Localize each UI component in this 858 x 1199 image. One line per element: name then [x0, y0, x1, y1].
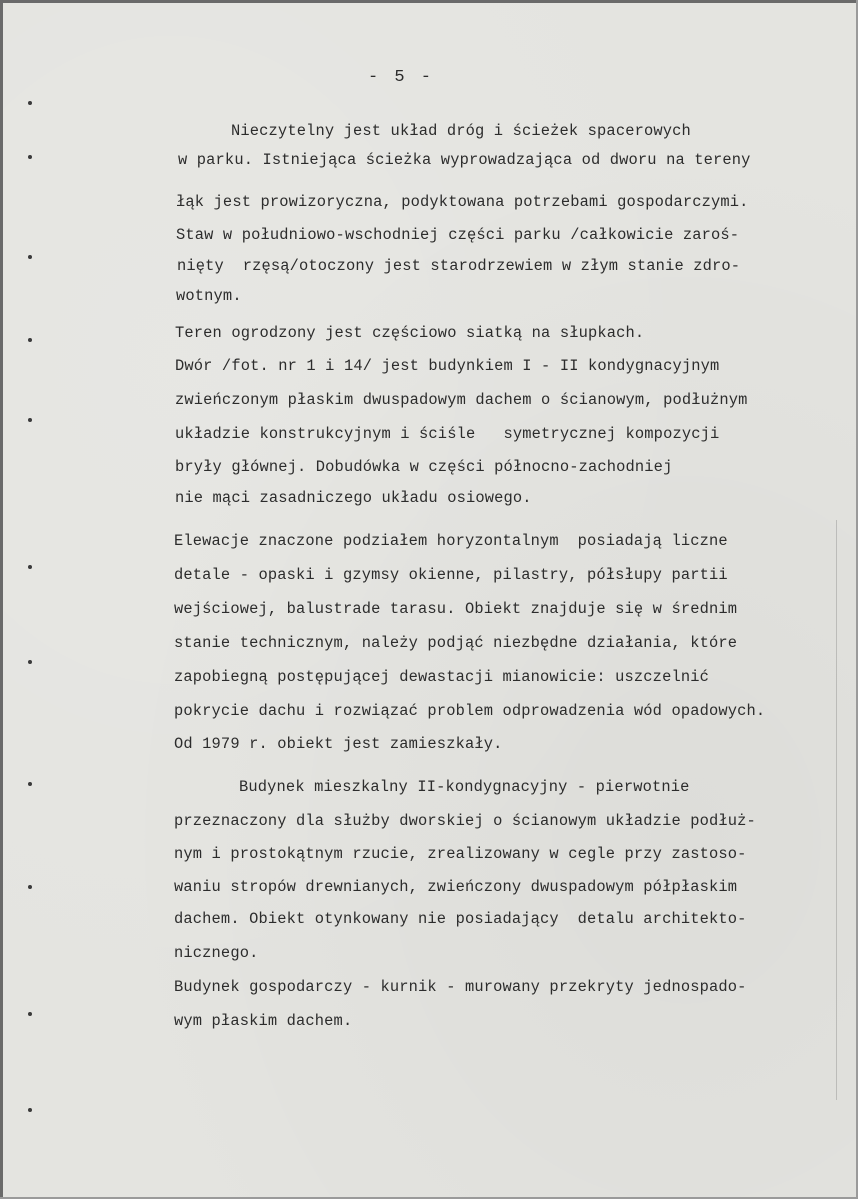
text-line: nicznego.	[174, 944, 259, 962]
text-line: Budynek mieszkalny II-kondygnacyjny - pierwotnie	[239, 778, 690, 796]
text-line: zwieńczonym płaskim dwuspadowym dachem o ścianowym, podłużnym	[175, 391, 748, 409]
binding-hole-mark	[28, 1012, 32, 1016]
scan-edge-left	[0, 0, 3, 1199]
binding-hole-mark	[28, 782, 32, 786]
text-line: łąk jest prowizoryczna, podyktowana potrzebami gospodarczymi.	[176, 193, 749, 211]
text-line: detale - opaski i gzymsy okienne, pilastry, półsłupy partii	[174, 566, 728, 584]
text-line: wotnym.	[176, 287, 242, 305]
text-line: Dwór /fot. nr 1 i 14/ jest budynkiem I - II kondygnacyjnym	[175, 357, 720, 375]
text-line: nięty rzęsą/otoczony jest starodrzewiem w złym stanie zdro-	[177, 257, 741, 275]
text-line: Nieczytelny jest układ dróg i ścieżek spacerowych	[231, 122, 691, 140]
text-line: Elewacje znaczone podziałem horyzontalnym posiadają liczne	[174, 532, 728, 550]
binding-hole-mark	[28, 885, 32, 889]
text-line: Od 1979 r. obiekt jest zamieszkały.	[174, 735, 503, 753]
binding-hole-mark	[28, 660, 32, 664]
binding-hole-mark	[28, 255, 32, 259]
scan-crease-line	[836, 520, 837, 1100]
text-line: Staw w południowo-wschodniej części parku /całkowicie zaroś-	[176, 226, 740, 244]
text-line: przeznaczony dla służby dworskiej o ścianowym układzie podłuż-	[174, 812, 756, 830]
text-line: pokrycie dachu i rozwiązać problem odprowadzenia wód opadowych.	[174, 702, 766, 720]
text-line: nie mąci zasadniczego układu osiowego.	[175, 489, 532, 507]
text-line: Teren ogrodzony jest częściowo siatką na słupkach.	[175, 324, 645, 342]
binding-hole-mark	[28, 155, 32, 159]
text-line: wym płaskim dachem.	[174, 1012, 353, 1030]
text-line: Budynek gospodarczy - kurnik - murowany przekryty jednospado-	[174, 978, 747, 996]
text-line: stanie technicznym, należy podjąć niezbędne działania, które	[174, 634, 738, 652]
text-line: zapobiegną postępującej dewastacji mianowicie: uszczelnić	[174, 668, 709, 686]
text-line: wejściowej, balustrade tarasu. Obiekt znajduje się w średnim	[174, 600, 738, 618]
text-line: układzie konstrukcyjnym i ściśle symetrycznej kompozycji	[175, 425, 720, 443]
text-line: dachem. Obiekt otynkowany nie posiadający detalu architekto-	[174, 910, 747, 928]
text-line: nym i prostokątnym rzucie, zrealizowany w cegle przy zastoso-	[174, 845, 747, 863]
scan-edge-top	[0, 0, 858, 3]
text-line: bryły głównej. Dobudówka w części północno-zachodniej	[175, 458, 673, 476]
binding-hole-mark	[28, 101, 32, 105]
binding-hole-mark	[28, 1108, 32, 1112]
binding-hole-mark	[28, 338, 32, 342]
page-number: - 5 -	[368, 68, 435, 87]
text-line: w parku. Istniejąca ścieżka wyprowadzająca od dworu na tereny	[178, 151, 751, 169]
binding-hole-mark	[28, 565, 32, 569]
text-line: waniu stropów drewnianych, zwieńczony dwuspadowym półpłaskim	[174, 878, 738, 896]
binding-hole-mark	[28, 418, 32, 422]
